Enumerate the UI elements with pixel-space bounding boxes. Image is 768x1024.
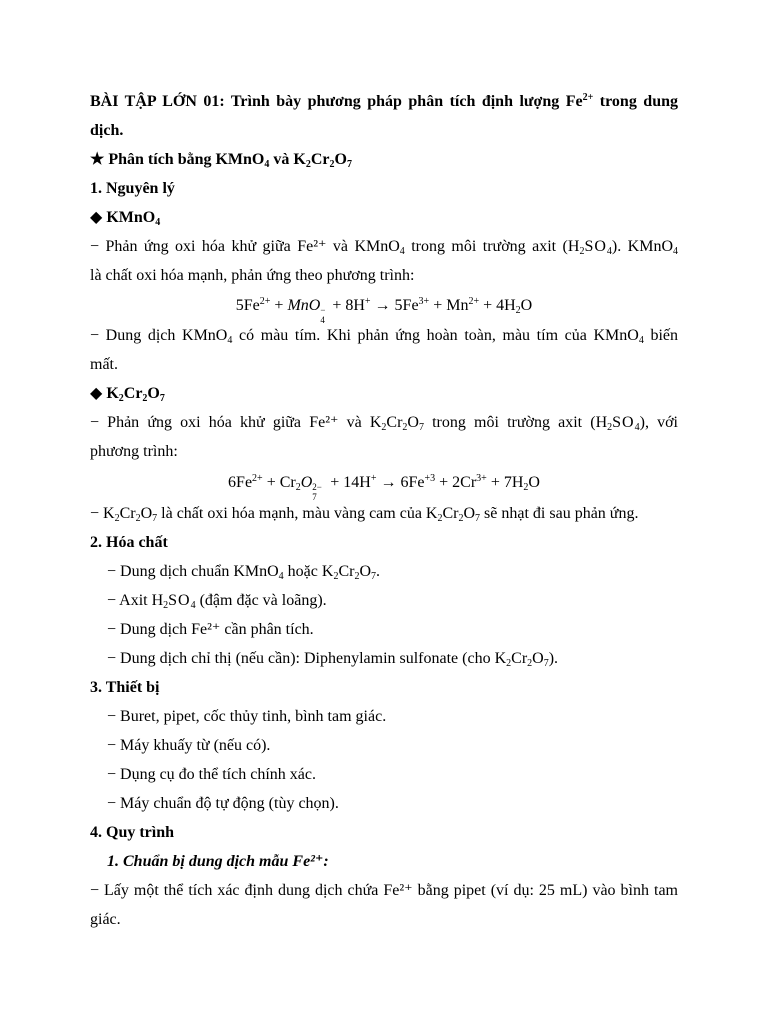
list-item: − Buret, pipet, cốc thủy tinh, bình tam giác. (107, 708, 387, 725)
list-item: − Axit $H_2SO_4$ (đậm đặc và loãng). (107, 592, 327, 611)
subheading-k2cr2o7: ◆ $K_2Cr_2O_7$ (90, 385, 165, 404)
list-item: − Máy khuấy từ (nếu có). (107, 737, 271, 754)
section-heading-equipment: 3. Thiết bị (90, 679, 160, 696)
document-title: BÀI TẬP LỚN 01: Trình bày phương pháp phân tích định lượng $Fe^{2+}$ trong dung (90, 92, 679, 110)
method-heading: ★ Phân tích bằng KMnO$_4$ và $K_2Cr_2O_7$ (90, 151, 352, 170)
diamond-bullet-icon: ◆ (90, 209, 103, 226)
document-title-line2: dịch. (90, 122, 124, 139)
list-item: − Dung dịch Fe²⁺ cần phân tích. (107, 621, 314, 638)
subheading-kmno4: ◆ KMnO$_4$ (90, 209, 161, 228)
kmno4-paragraph-1: − Phản ứng oxi hóa khử giữa Fe²⁺ và KMnO$_4$ trong môi trường axit $(H_2SO_4)$. KMnO$_4$ (90, 238, 678, 257)
list-item: − Máy chuẩn độ tự động (tùy chọn). (107, 795, 339, 812)
list-item: − Dụng cụ đo thể tích chính xác. (107, 766, 316, 783)
star-icon: ★ (90, 151, 105, 168)
list-item: − Dung dịch chỉ thị (nếu cần): Diphenylamin sulfonate (cho $K_2Cr_2O_7$). (107, 650, 559, 669)
kmno4-paragraph-2-line2: mất. (90, 356, 118, 373)
kmno4-paragraph-2: − Dung dịch KMnO$_4$ có màu tím. Khi phản ứng hoàn toàn, màu tím của KMnO$_4$ biến (90, 327, 679, 346)
procedure-step-heading: 1. Chuẩn bị dung dịch mẫu Fe²⁺: (107, 853, 329, 870)
kmno4-paragraph-1-line2: là chất oxi hóa mạnh, phản ứng theo phương trình: (90, 267, 415, 284)
diamond-bullet-icon: ◆ (90, 385, 103, 402)
kmno4-equation: $5Fe^{2+}$ + MnO − 4 + $8H^+ \to 5Fe^{3+} + Mn^{2+} + 4H_2O$ (235, 296, 533, 325)
procedure-paragraph: − Lấy một thể tích xác định dung dịch chứa Fe²⁺ bằng pipet (ví dụ: 25 mL) vào bình tam (90, 882, 678, 899)
section-heading-principle: 1. Nguyên lý (90, 180, 175, 197)
k2cr2o7-equation: $6Fe^{2+} + Cr_2O$ 2− 7 + $14H^+ \to 6Fe^{+3} + 2Cr^{3+} + 7H_2O$ (228, 473, 540, 502)
k2cr2o7-paragraph-1-line2: phương trình: (90, 443, 178, 460)
section-heading-chemicals: 2. Hóa chất (90, 534, 168, 551)
k2cr2o7-paragraph-2: − $K_2Cr_2O_7$ là chất oxi hóa mạnh, màu vàng cam của $K_2Cr_2O_7$ sẽ nhạt đi sau phản ứng. (90, 505, 639, 524)
list-item: − Dung dịch chuẩn KMnO$_4$ hoặc $K_2Cr_2O_7$. (107, 563, 380, 582)
procedure-paragraph-line2: giác. (90, 911, 121, 928)
section-heading-procedure: 4. Quy trình (90, 824, 175, 841)
k2cr2o7-paragraph-1: − Phản ứng oxi hóa khử giữa Fe²⁺ và $K_2Cr_2O_7$ trong môi trường axit $(H_2SO_4)$, với (90, 414, 678, 433)
